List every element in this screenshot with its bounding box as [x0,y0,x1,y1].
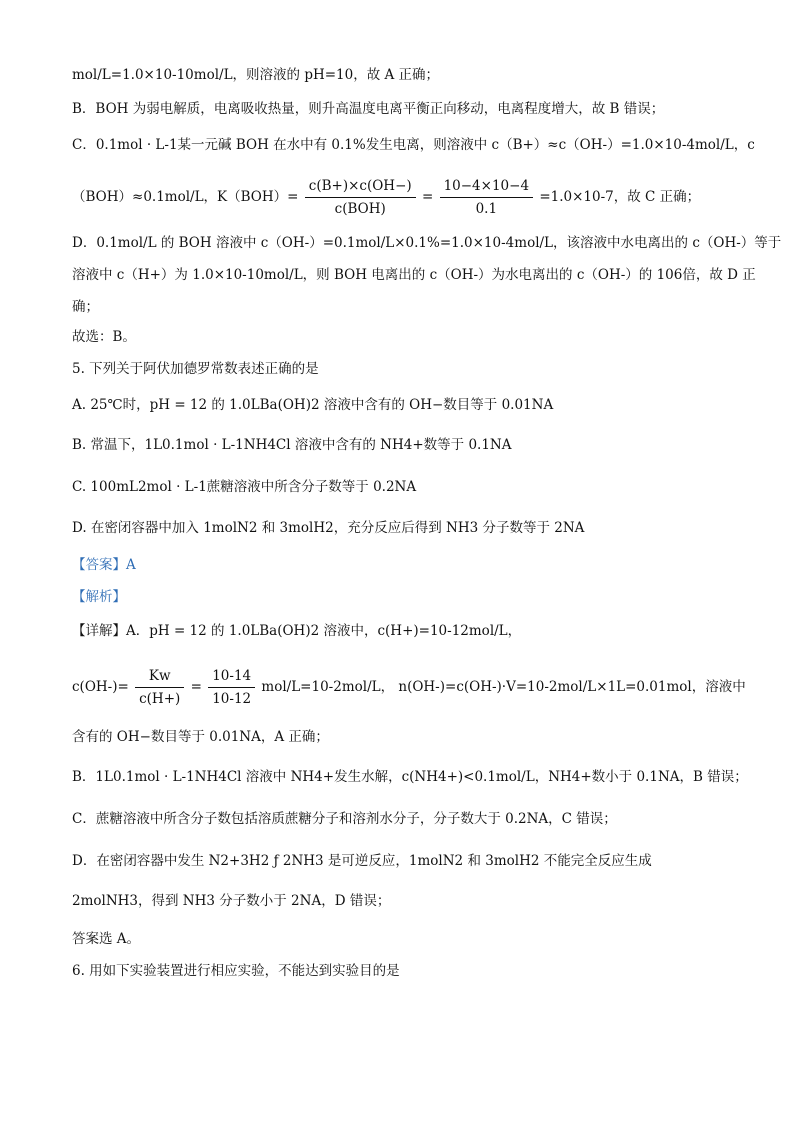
option-c: C. 100mL2mol · L-1蔗糖溶液中所含分子数等于 0.2NA [72,479,417,495]
text-line: 确； [72,299,99,315]
text-line: 故选：B。 [72,329,136,345]
equation-prefix: c(OH-)= [72,679,129,695]
equals-sign: = [421,189,434,205]
fraction-denominator: 10-12 [208,687,255,708]
text-line: mol/L=1.0×10-10mol/L，则溶液的 pH=10，故 A 正确； [72,67,440,83]
fraction-numerator: 10−4×10−4 [443,178,530,194]
question-6-stem: 6. 用如下实验装置进行相应实验，不能达到实验目的是 [72,963,400,979]
equation-suffix: mol/L=10-2mol/L， n(OH-)=c(OH-)·V=10-2mol/L×1L=0.01mol，溶液中 [261,679,746,695]
detail-line: D．在密闭容器中发生 N2+3H2 ƒ 2NH3 是可逆反应，1molN2 和 3molH2 不能完全反应生成 [72,853,652,869]
option-d: D. 在密闭容器中加入 1molN2 和 3molH2，充分反应后得到 NH3 分子数等于 2NA [72,520,585,536]
equals-sign: = [190,679,202,695]
fraction-denominator: c(BOH) [305,197,416,218]
fraction-numeric [440,177,533,218]
fraction-numerator: 10-14 [212,668,252,684]
detail-line: 2molNH3，得到 NH3 分子数小于 2NA，D 错误； [72,893,391,909]
detail-line: C．蔗糖溶液中所含分子数包括溶质蔗糖分子和溶剂水分子，分子数大于 0.2NA，C 错误； [72,811,617,827]
fraction-numerator: c(B+)×c(OH−) [308,178,412,194]
fraction-powers [208,667,255,708]
final-answer: 答案选 A。 [72,931,141,947]
option-a: A. 25℃时，pH = 12 的 1.0LBa(OH)2 溶液中含有的 OH−数目等于 0.01NA [72,397,554,413]
detail-line: B．1L0.1mol · L-1NH4Cl 溶液中 NH4+发生水解，c(NH4+)<0.1mol/L，NH4+数小于 0.1NA，B 错误； [72,769,748,785]
equation-suffix: =1.0×10-7，故 C 正确； [539,189,701,205]
text-line: B．BOH 为弱电解质，电离吸收热量，则升高温度电离平衡正向移动，电离程度增大，故 B 错误； [72,101,665,117]
equation-line-k-boh [72,172,700,222]
question-5-stem: 5. 下列关于阿伏加德罗常数表述正确的是 [72,361,319,377]
text-line: C．0.1mol · L-1某一元碱 BOH 在水中有 0.1%发生电离，则溶液中 c（B+）≈c（OH-）=1.0×10-4mol/L，c [72,137,755,153]
fraction-denominator: c(H+) [135,687,184,708]
text-line: D．0.1mol/L 的 BOH 溶液中 c（OH-）=0.1mol/L×0.1%=1.0×10-4mol/L，该溶液中水电离出的 c（OH-）等于 [72,235,782,251]
option-b: B. 常温下，1L0.1mol · L-1NH4Cl 溶液中含有的 NH4+数等于 0.1NA [72,437,512,453]
detail-line: 【详解】A．pH = 12 的 1.0LBa(OH)2 溶液中，c(H+)=10-12mol/L， [72,623,522,639]
text-line: 溶液中 c（H+）为 1.0×10-10mol/L，则 BOH 电离出的 c（OH-）为水电离出的 c（OH-）的 106倍，故 D 正 [72,267,756,283]
fraction-ion-product [305,177,416,218]
answer-heading: 【答案】A [72,557,136,573]
fraction-kw [135,667,184,708]
fraction-denominator: 0.1 [440,197,533,218]
detail-line: 含有的 OH−数目等于 0.01NA，A 正确； [72,729,329,745]
analysis-heading: 【解析】 [72,589,126,605]
equation-line-oh [72,662,746,712]
fraction-numerator: Kw [148,668,171,684]
equation-prefix: （BOH）≈0.1mol/L，K（BOH）= [72,189,299,205]
